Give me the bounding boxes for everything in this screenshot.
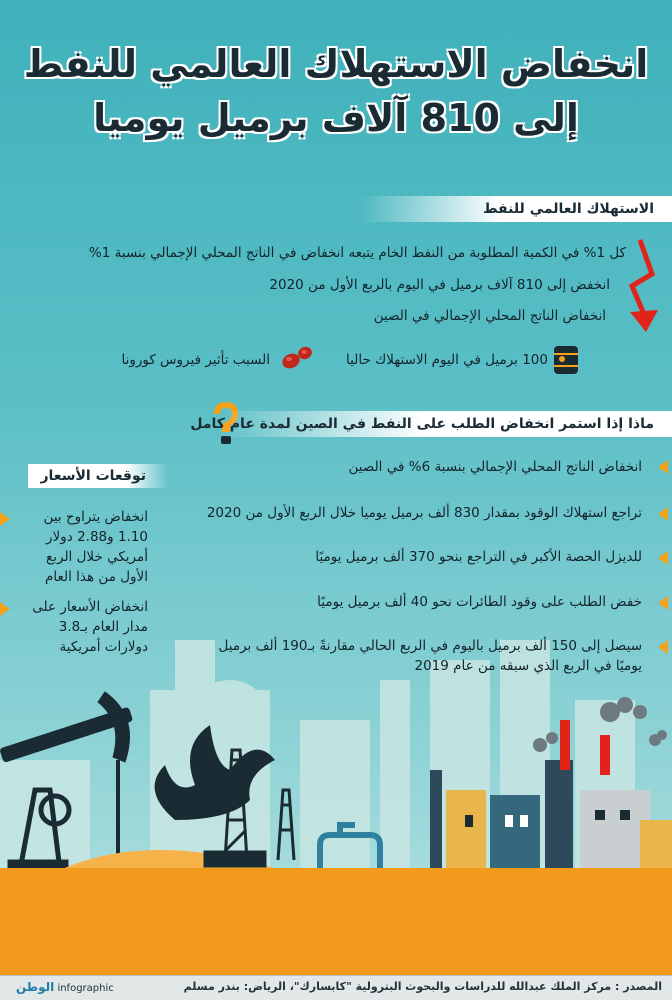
bullet-marker (658, 596, 668, 610)
bullet-marker (658, 551, 668, 565)
footer (0, 975, 672, 1000)
page-title-line1: انخفاض الاستهلاك العالمي للنفط (23, 42, 649, 86)
prices-heading-bar (28, 464, 168, 488)
section2-item-3: للديزل الحصة الأكبر في التراجع بنحو 370 ألف برميل يوميًا (315, 549, 642, 565)
cause-text: السبب تأثير فيروس كورونا (121, 352, 270, 368)
brand-word: infographic (57, 983, 114, 994)
section2-heading: ماذا إذا استمر انخفاض الطلب على النفط في الصين لمدة عام كامل (190, 416, 654, 432)
section2-item-5: سيصل إلى 150 ألف برميل باليوم في الربع الحالي مقارنةً بـ190 ألف برميل يوميًا في الربع الذي سبقه من عام 2019 (218, 638, 642, 674)
bullet-marker (658, 640, 668, 654)
section1-heading-bar (360, 196, 672, 222)
bullet-marker (658, 507, 668, 521)
bullet-marker (0, 602, 10, 616)
ground-band (0, 868, 672, 978)
section1-item-1: كل 1% في الكمية المطلوبة من النفط الخام يتبعه انخفاض في الناتج المحلي الإجمالي بنسبة 1% (88, 245, 626, 261)
section2-item-1: انخفاض الناتج المحلي الإجمالي بنسبة 6% في الصين (348, 459, 642, 475)
footer-brand (12, 980, 114, 994)
footer-source: المصدر : مركز الملك عبدالله للدراسات والبحوث البترولية "كابسارك"، الرياض: بندر مسلم (183, 980, 662, 993)
price-item-1: انخفاض يتراوح بين 1.10 و2.88 دولار أمريكي خلال الربع الأول من هذا العام (43, 509, 148, 585)
section1-heading: الاستهلاك العالمي للنفط (483, 201, 654, 217)
price-item-2: انخفاض الأسعار على مدار العام بـ3.8 دولارات أمريكية (32, 599, 148, 655)
section2-item-4: خفض الطلب على وقود الطائرات نحو 40 ألف برميل يوميًا (317, 594, 642, 610)
virus-icon (277, 343, 317, 373)
section1-item-2: انخفض إلى 810 آلاف برميل في اليوم بالربع الأول من 2020 (269, 277, 610, 293)
page-title-line2: إلى 810 آلاف برميل يوميا (93, 96, 579, 140)
bullet-marker (0, 512, 10, 526)
consumption-stat: 100 برميل في اليوم الاستهلاك حاليا (346, 352, 548, 368)
brand-logo: الوطن (16, 980, 55, 994)
prices-heading: توقعات الأسعار (40, 468, 146, 484)
section2-heading-bar (190, 411, 672, 437)
bullet-marker (658, 460, 668, 474)
section1-item-3: انخفاض الناتج المحلي الإجمالي في الصين (373, 308, 606, 324)
trend-down-arrow-icon (622, 236, 662, 336)
oil-barrel-icon (553, 344, 579, 376)
section2-item-2: تراجع استهلاك الوقود بمقدار 830 ألف برميل يوميا خلال الربع الأول من 2020 (206, 505, 642, 521)
